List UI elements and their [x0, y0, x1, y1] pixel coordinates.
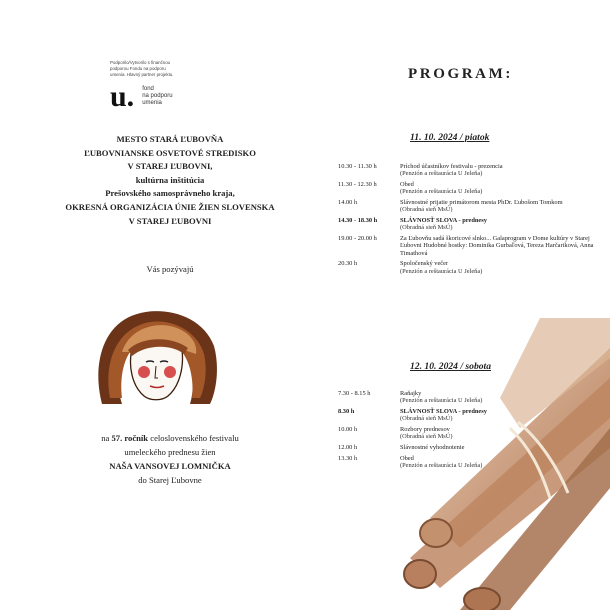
schedule-description	[400, 390, 600, 405]
stick-end	[420, 519, 452, 547]
schedule-time: 7.30 - 8.15 h	[338, 390, 371, 397]
schedule-venue: (Obradná sieň MsÚ)	[400, 433, 453, 441]
schedule-row	[338, 163, 600, 178]
schedule-time: 11.30 - 12.30 h	[338, 180, 377, 188]
schedule-description	[400, 163, 600, 178]
schedule-event: Obed	[400, 454, 414, 462]
schedule-row	[338, 235, 600, 257]
schedule-venue: (Penzión a reštaurácia U Jeleňa)	[400, 397, 483, 405]
schedule-time: 13.30 h	[338, 454, 358, 462]
program-title: PROGRAM:	[408, 66, 513, 82]
invite-text: Vás pozývajú	[146, 264, 194, 274]
schedule-time: 10.30 - 11.30 h	[338, 163, 377, 170]
organizer-line: V STAREJ ĽUBOVNI,	[127, 161, 213, 172]
fund-support-line: podporou Fondu na podporu	[110, 66, 166, 71]
organizer-line: V STAREJ ĽUBOVNI	[128, 215, 212, 226]
schedule-venue: (Obradná sieň MsÚ)	[400, 206, 453, 214]
schedule-event: Rozbory prednesov	[400, 425, 450, 433]
schedule-event: Spoločenský večer	[400, 260, 449, 268]
schedule-description	[400, 260, 600, 275]
schedule-row	[338, 444, 600, 451]
schedule-event: SLÁVNOSŤ SLOVA - prednesy	[400, 407, 487, 415]
schedule-description	[400, 455, 600, 470]
organizer-line: kultúrna inštitúcia	[135, 174, 205, 185]
schedule-venue: (Penzión a reštaurácia U Jeleňa)	[400, 267, 483, 275]
organizers-block	[40, 133, 300, 228]
fund-logo-text: fond na podporu umenia	[142, 86, 173, 106]
schedule-event: Slávnostné prijatie primátorom mesta PhDr. Ľubošom Tomkom	[400, 198, 563, 206]
schedule-description	[400, 408, 600, 423]
schedule-row	[338, 426, 600, 441]
fund-support-line: umenia. Hlavný partner projektu.	[110, 72, 174, 77]
schedule-description	[400, 181, 600, 196]
festival-name: NAŠA VANSOVEJ LOMNIČKA	[109, 461, 231, 471]
festival-block	[40, 431, 300, 487]
schedule-row	[338, 260, 600, 275]
day-heading-saturday: 12. 10. 2024 / sobota	[410, 361, 492, 372]
schedule-venue: (Obradná sieň MsÚ)	[400, 224, 453, 232]
festival-edition: 57. ročník	[111, 433, 149, 443]
festival-line-2: umeleckého prednesu žien	[124, 447, 216, 457]
fund-support-line: Podporilo/Vytvorilo s finančnou	[110, 60, 171, 65]
right-cheek	[164, 366, 176, 378]
schedule-description	[400, 217, 600, 232]
schedule-row	[338, 181, 600, 196]
schedule-event: Obed	[400, 180, 414, 188]
schedule-saturday	[338, 390, 600, 473]
schedule-row	[338, 455, 600, 470]
schedule-row	[338, 390, 600, 405]
organizer-line: MESTO STARÁ ĽUBOVŇA	[116, 134, 224, 144]
schedule-time: 14.30 - 18.30 h	[338, 216, 378, 224]
schedule-row	[338, 199, 600, 214]
schedule-time: 10.00 h	[338, 425, 358, 433]
schedule-time: 20.30 h	[338, 260, 358, 268]
schedule-time: 8.30 h	[338, 407, 355, 415]
schedule-friday	[338, 163, 600, 278]
day-heading-friday: 11. 10. 2024 / piatok	[410, 132, 490, 143]
schedule-venue: (Obradná sieň MsÚ)	[400, 415, 453, 423]
stick-end	[464, 588, 500, 610]
schedule-time: 12.00 h	[338, 443, 358, 451]
schedule-event: Za Ľubovňu sadá škoricové slnko... Galaprogram v Dome kultúry v Starej Ľubovni Hudobné hostky: Dominika Gurbaľová, Tereza Harčariková, Anna Timathová	[400, 234, 594, 257]
festival-line-1: na 57. ročník celoslovenského festivalu	[101, 433, 239, 443]
organizer-line: Prešovského samosprávneho kraja,	[105, 188, 235, 199]
organizer-line: OKRESNÁ ORGANIZÁCIA ÚNIE ŽIEN SLOVENSKA	[65, 201, 275, 212]
schedule-event: SLÁVNOSŤ SLOVA - prednesy	[400, 216, 487, 224]
left-cheek	[138, 366, 150, 378]
schedule-venue: (Penzión a reštaurácia U Jeleňa)	[400, 461, 483, 469]
organizer-line: ĽUBOVNIANSKE OSVETOVÉ STREDISKO	[84, 147, 256, 158]
festival-line-4: do Starej Ľubovne	[138, 475, 202, 485]
festival-face-illustration	[92, 306, 220, 406]
schedule-description	[400, 235, 600, 257]
schedule-event: Raňajky	[400, 390, 422, 397]
schedule-venue: (Penzión a reštaurácia U Jeleňa)	[400, 170, 483, 178]
schedule-description	[400, 444, 600, 451]
schedule-description	[400, 426, 600, 441]
stick-end	[404, 560, 436, 588]
schedule-time: 19.00 - 20.00 h	[338, 234, 377, 242]
fund-logo	[110, 80, 250, 113]
fund-logo-block	[110, 60, 250, 113]
schedule-description	[400, 199, 600, 214]
fund-logo-letter: u.	[110, 80, 135, 113]
fund-support-text	[110, 60, 250, 78]
schedule-time: 14.00 h	[338, 198, 358, 206]
schedule-event: Slávnostné vyhodnotenie	[400, 443, 465, 451]
schedule-row	[338, 217, 600, 232]
schedule-row	[338, 408, 600, 423]
schedule-event: Príchod účastníkov festivalu - prezencia	[400, 163, 503, 170]
schedule-venue: (Penzión a reštaurácia U Jeleňa)	[400, 188, 483, 196]
